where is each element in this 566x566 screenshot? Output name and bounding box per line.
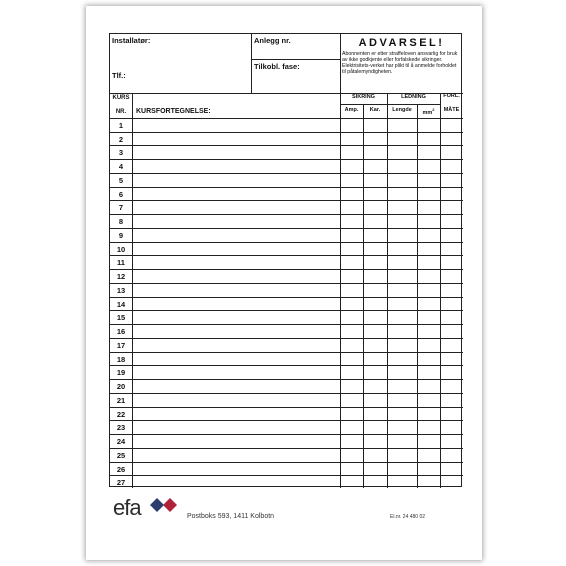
row-number: 12 [116,272,126,282]
col-mate: MÅTE [443,107,460,113]
row-number: 11 [117,258,125,268]
row-number: 27 [116,478,126,488]
table-row [110,159,463,173]
table-row [110,352,463,366]
table-row [110,434,463,448]
row-number: 23 [116,423,126,433]
table-row [110,324,463,338]
subheader-divider [340,104,440,105]
warning-title: ADVARSEL! [358,37,445,49]
form-sheet [86,6,482,560]
table-row [110,407,463,421]
col-mm2: $mm^2$ [422,107,435,116]
row-number: 21 [116,395,126,405]
row-number: 22 [116,409,126,419]
row-number: 16 [116,327,126,337]
table-row [110,283,463,297]
circuit-list-form [109,33,462,487]
table-row [110,228,463,242]
col-lengde: Lengde [392,107,412,113]
col-sikring: SIKRING [352,94,375,100]
row-number: 3 [118,148,124,158]
row-number: 13 [116,285,126,295]
col-ledning: LEDNING [401,94,426,100]
col-description: KURSFORTEGNELSE: [136,108,211,115]
row-number: 4 [118,162,124,172]
row-number: 7 [118,203,124,213]
row-number: 17 [116,340,126,350]
col-nr: NR. [115,109,127,115]
table-row [110,242,463,256]
col-kar: Kar. [369,107,381,113]
table-row [110,365,463,379]
table-row [110,118,463,132]
efa-logo-text: efa [113,495,141,520]
col-amp: Amp. [344,107,359,113]
efa-diamond-icon [149,496,181,514]
header-divider-1 [251,34,252,93]
row-number: 14 [116,299,126,309]
table-row [110,393,463,407]
table-row [110,187,463,201]
phase-label: Tilkobl. fase: [254,62,300,71]
row-number: 9 [118,230,124,240]
row-number: 6 [118,189,124,199]
row-number: 1 [118,121,124,130]
table-row [110,448,463,462]
table-row [110,132,463,146]
table-row [110,255,463,269]
row-number: 24 [116,437,126,447]
table-row [110,420,463,434]
site-number-label: Anlegg nr. [254,36,291,45]
table-row [110,269,463,283]
table-row [110,200,463,214]
row-number: 26 [116,464,126,474]
table-row [110,173,463,187]
row-number: 8 [118,217,124,227]
table-row [110,145,463,159]
row-number: 20 [116,382,126,392]
table-row [110,462,463,476]
table-row [110,338,463,352]
row-number: 25 [116,450,126,460]
row-number: 18 [116,354,126,364]
col-kurs: KURS [112,95,130,101]
installer-label: Installatør: [112,36,151,45]
warning-text: Abonnenten er etter straffeloven ansvarlig for bruk av ikke godkjente eller forfalskede sikringer. Elektrisitets-verket har plikt til å anmelde forholdet til påtalemyndigheten. [342,51,458,75]
footer [109,487,462,527]
table-row [110,379,463,393]
row-number: 5 [118,175,124,185]
table-row [110,297,463,311]
row-number: 19 [116,368,126,378]
footer-reference: El.nr. 24 480 02 [390,514,426,520]
header-divider-3 [251,59,340,60]
col-forl: FORL. [443,93,460,99]
footer-address: Postboks 593, 1411 Kolbotn [187,513,275,520]
table-row [110,310,463,324]
row-number: 10 [116,244,126,254]
phone-label: Tlf.: [112,71,126,80]
row-number: 15 [116,313,126,323]
table-row [110,214,463,228]
row-number: 2 [118,134,124,144]
